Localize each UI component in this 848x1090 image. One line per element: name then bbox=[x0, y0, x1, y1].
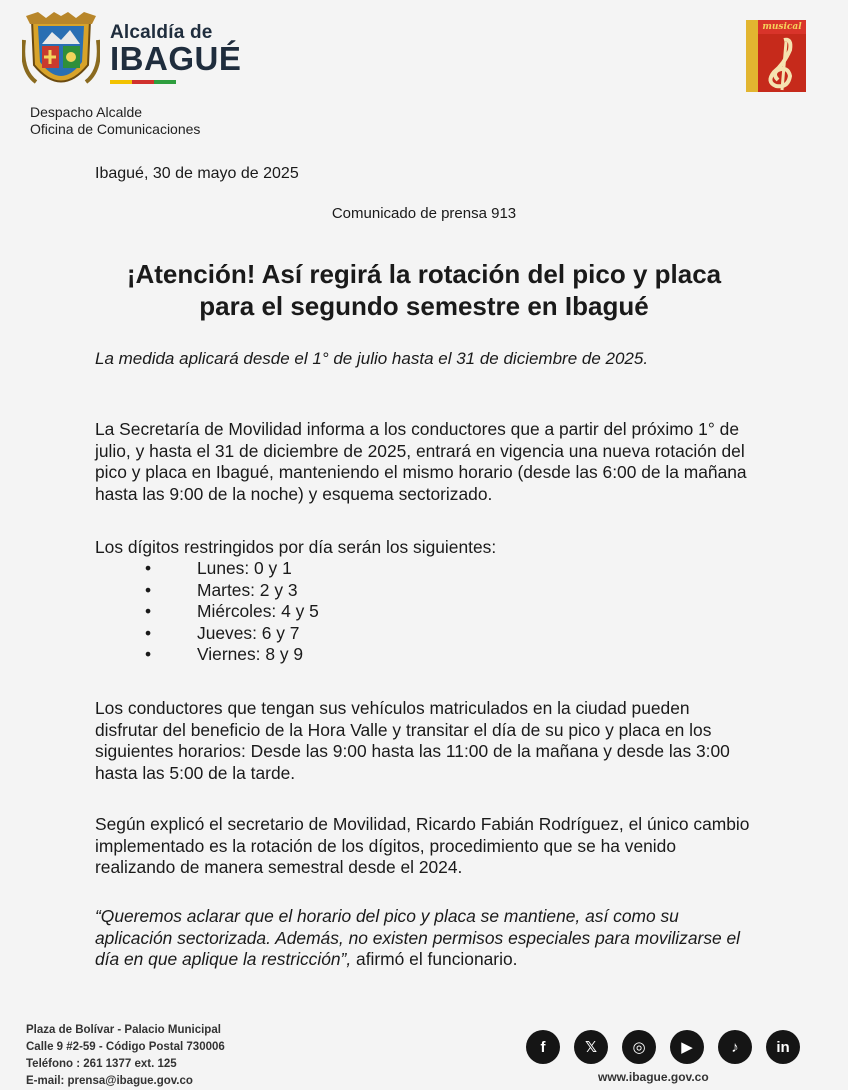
list-item: • Lunes: 0 y 1 bbox=[145, 558, 319, 580]
logo-small-text: Alcaldía de bbox=[110, 22, 213, 43]
facebook-icon[interactable]: f bbox=[526, 1030, 560, 1064]
digits-list bbox=[145, 558, 319, 666]
logo-stripes bbox=[110, 80, 176, 84]
social-icons bbox=[526, 1030, 814, 1064]
office-block bbox=[30, 104, 200, 138]
youtube-icon[interactable]: ▶ bbox=[670, 1030, 704, 1064]
website-link[interactable]: www.ibague.gov.co bbox=[598, 1070, 709, 1084]
quote-paragraph bbox=[95, 906, 755, 971]
x-icon[interactable]: 𝕏 bbox=[574, 1030, 608, 1064]
list-item: • Miércoles: 4 y 5 bbox=[145, 601, 319, 623]
office-line: Oficina de Comunicaciones bbox=[30, 121, 201, 137]
list-item: • Martes: 2 y 3 bbox=[145, 580, 319, 602]
alcaldia-logo[interactable] bbox=[22, 10, 241, 100]
list-item: • Jueves: 6 y 7 bbox=[145, 623, 319, 645]
musical-badge-logo bbox=[746, 20, 806, 92]
release-number: Comunicado de prensa 913 bbox=[331, 205, 517, 222]
document-date: Ibagué, 30 de mayo de 2025 bbox=[95, 165, 299, 182]
paragraph-hora-valle: Los conductores que tengan sus vehículos matriculados en la ciudad pueden disfrutar del beneficio de la Hora Valle y transitar el día de su pico y placa en los siguientes horarios: Desde las 9:00 hasta las 11:00 de la mañana y desde las 3:00 hasta las 5:00 de la tarde. bbox=[95, 698, 730, 783]
badge-text: musical bbox=[758, 20, 806, 34]
digits-intro: Los dígitos restringidos por día serán los siguientes: bbox=[95, 537, 497, 557]
tiktok-icon[interactable]: ♪ bbox=[718, 1030, 752, 1064]
linkedin-icon[interactable]: in bbox=[766, 1030, 800, 1064]
address-line: E-mail: prensa@ibague.gov.co bbox=[26, 1075, 193, 1087]
address-line: Calle 9 #2-59 - Código Postal 730006 bbox=[26, 1041, 225, 1053]
paragraph-intro: La Secretaría de Movilidad informa a los conductores que a partir del próximo 1° de julio, y hasta el 31 de diciembre de 2025, entrará en vigencia una nueva rotación del pico y placa en Ibagué, manteniendo el mismo horario (desde las 6:00 de la mañana hasta las 9:00 de la noche) y esquema sectorizado. bbox=[95, 419, 747, 504]
page-title bbox=[60, 258, 788, 322]
quote-attribution: afirmó el funcionario. bbox=[351, 949, 518, 969]
treble-clef-icon bbox=[758, 34, 806, 92]
title-line: para el segundo semestre en Ibagué bbox=[199, 291, 649, 321]
title-line: ¡Atención! Así regirá la rotación del pico y placa bbox=[126, 259, 722, 289]
paragraph-secretario: Según explicó el secretario de Movilidad, Ricardo Fabián Rodríguez, el único cambio implementado es la rotación de los dígitos, procedimiento que se ha venido realizando de manera semestral desde el 2024. bbox=[95, 814, 750, 877]
office-line: Despacho Alcalde bbox=[30, 104, 143, 120]
coat-of-arms-icon bbox=[22, 10, 100, 100]
address-line: Plaza de Bolívar - Palacio Municipal bbox=[26, 1024, 221, 1036]
address-line: Teléfono : 261 1377 ext. 125 bbox=[26, 1058, 177, 1070]
logo-city-name: IBAGUÉ bbox=[110, 40, 242, 77]
quote-text: “Queremos aclarar que el horario del pico y placa se mantiene, así como su aplicación sectorizada. Además, no existen permisos especiales para movilizarse el día en que aplique la restricción”, bbox=[95, 906, 741, 969]
list-item: • Viernes: 8 y 9 bbox=[145, 644, 319, 666]
instagram-icon[interactable]: ◎ bbox=[622, 1030, 656, 1064]
subtitle: La medida aplicará desde el 1° de julio hasta el 31 de diciembre de 2025. bbox=[95, 349, 649, 368]
